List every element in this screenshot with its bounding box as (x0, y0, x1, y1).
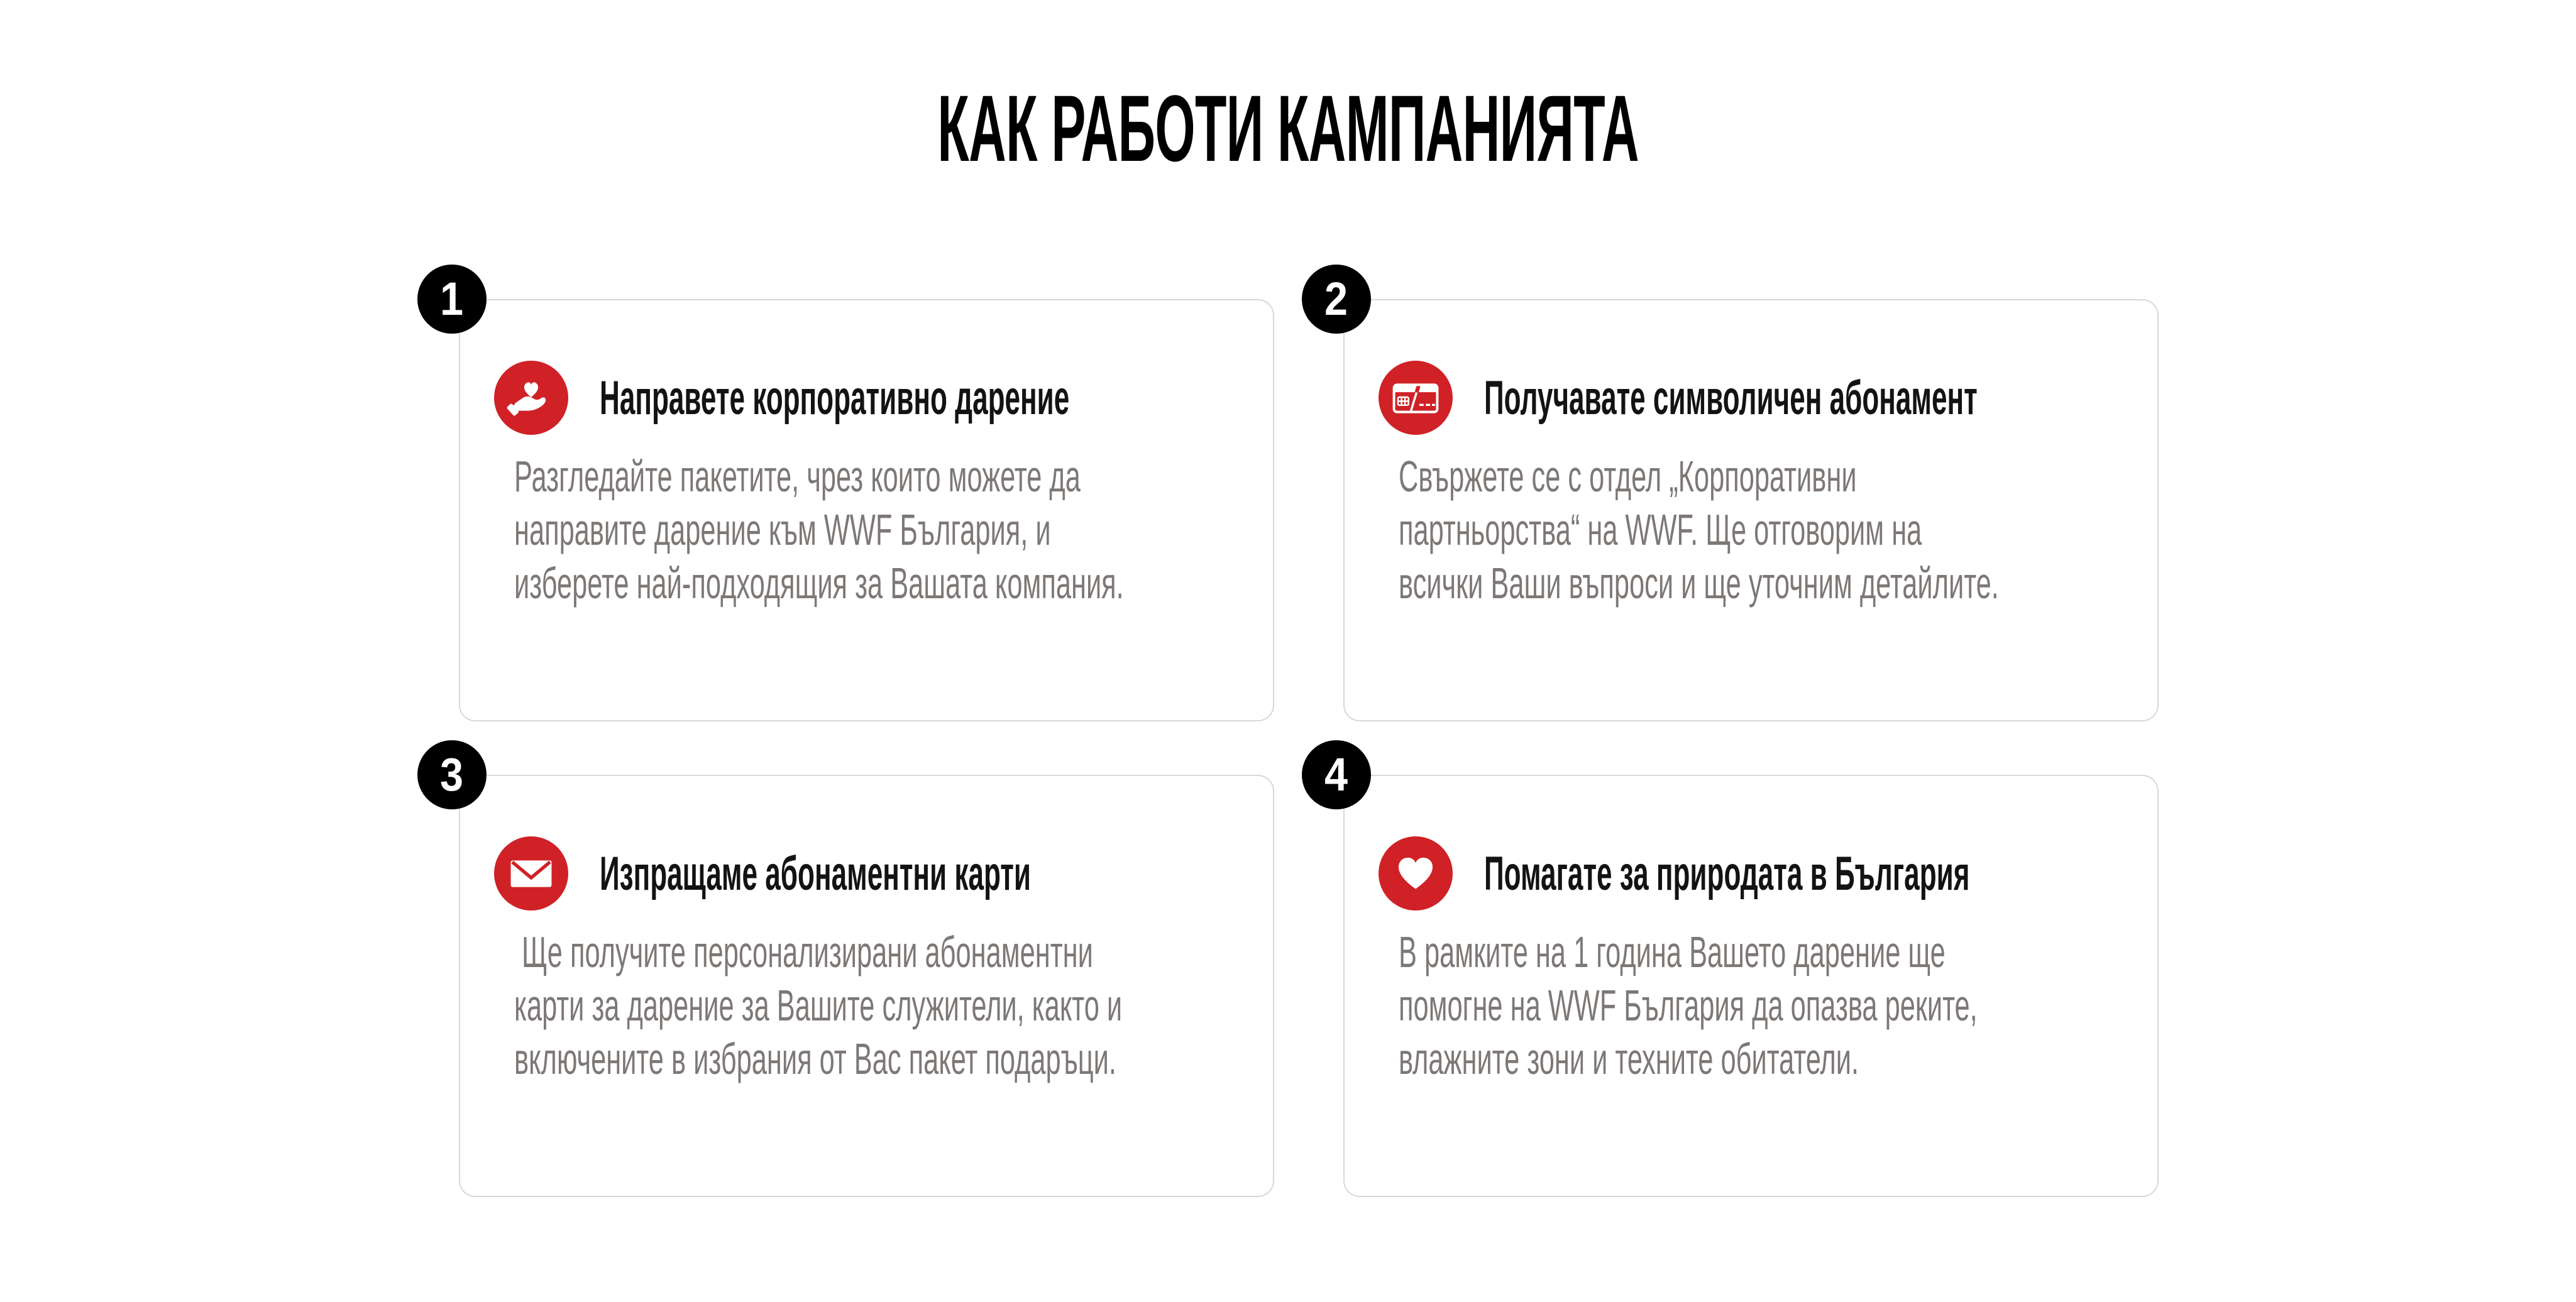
hand-holding-heart-icon (494, 361, 568, 435)
card-title: Направете корпоративно дарение (600, 371, 1070, 425)
membership-card-icon (1379, 361, 1453, 435)
card-title: Помагате за природата в България (1484, 846, 1970, 900)
step-number-badge (417, 740, 487, 809)
step-number-badge (1302, 265, 1371, 334)
body-line: включените в избрания от Вас пакет подаръци. (514, 1034, 1116, 1083)
page-title-text: КАК РАБОТИ КАМПАНИЯТА (937, 75, 1639, 181)
body-line: Разгледайте пакетите, чрез които можете да (514, 452, 1081, 501)
card-body (1399, 926, 2332, 1086)
body-line: всички Ваши въпроси и ще уточним детайлите. (1399, 559, 1999, 608)
step-number-badge (417, 265, 487, 334)
body-line: партньорства“ на WWF. Ще отговорим на (1399, 505, 1922, 554)
heart-icon (1379, 836, 1453, 911)
step-number: 1 (440, 273, 464, 325)
step-card-1 (440, 273, 1274, 721)
page-title (0, 74, 2576, 183)
card-title: Получавате символичен абонамент (1484, 371, 1978, 425)
body-line: В рамките на 1 година Вашето дарение ще (1399, 927, 1946, 976)
step-card-4 (1324, 748, 2159, 1197)
body-line: Свържете се с отдел „Корпоративни (1399, 452, 1857, 501)
step-number: 4 (1324, 748, 1348, 801)
step-number: 2 (1324, 273, 1348, 325)
body-line: Ще получите персонализирани абонаментни (514, 927, 1093, 976)
step-number-badge (1302, 740, 1371, 809)
step-number: 3 (440, 748, 464, 801)
body-line: направите дарение към WWF България, и (514, 505, 1051, 554)
card-body (1399, 450, 2367, 610)
envelope-icon (494, 836, 568, 911)
body-line: изберете най-подходящия за Вашата компания. (514, 559, 1124, 608)
card-title: Изпращаме абонаментни карти (600, 846, 1031, 900)
step-card-3 (440, 748, 1274, 1197)
step-card-2 (1324, 273, 2159, 721)
body-line: влажните зони и техните обитатели. (1399, 1034, 1859, 1083)
body-line: карти за дарение за Вашите служители, както и (514, 981, 1123, 1030)
body-line: помогне на WWF България да опазва реките, (1399, 981, 1978, 1030)
